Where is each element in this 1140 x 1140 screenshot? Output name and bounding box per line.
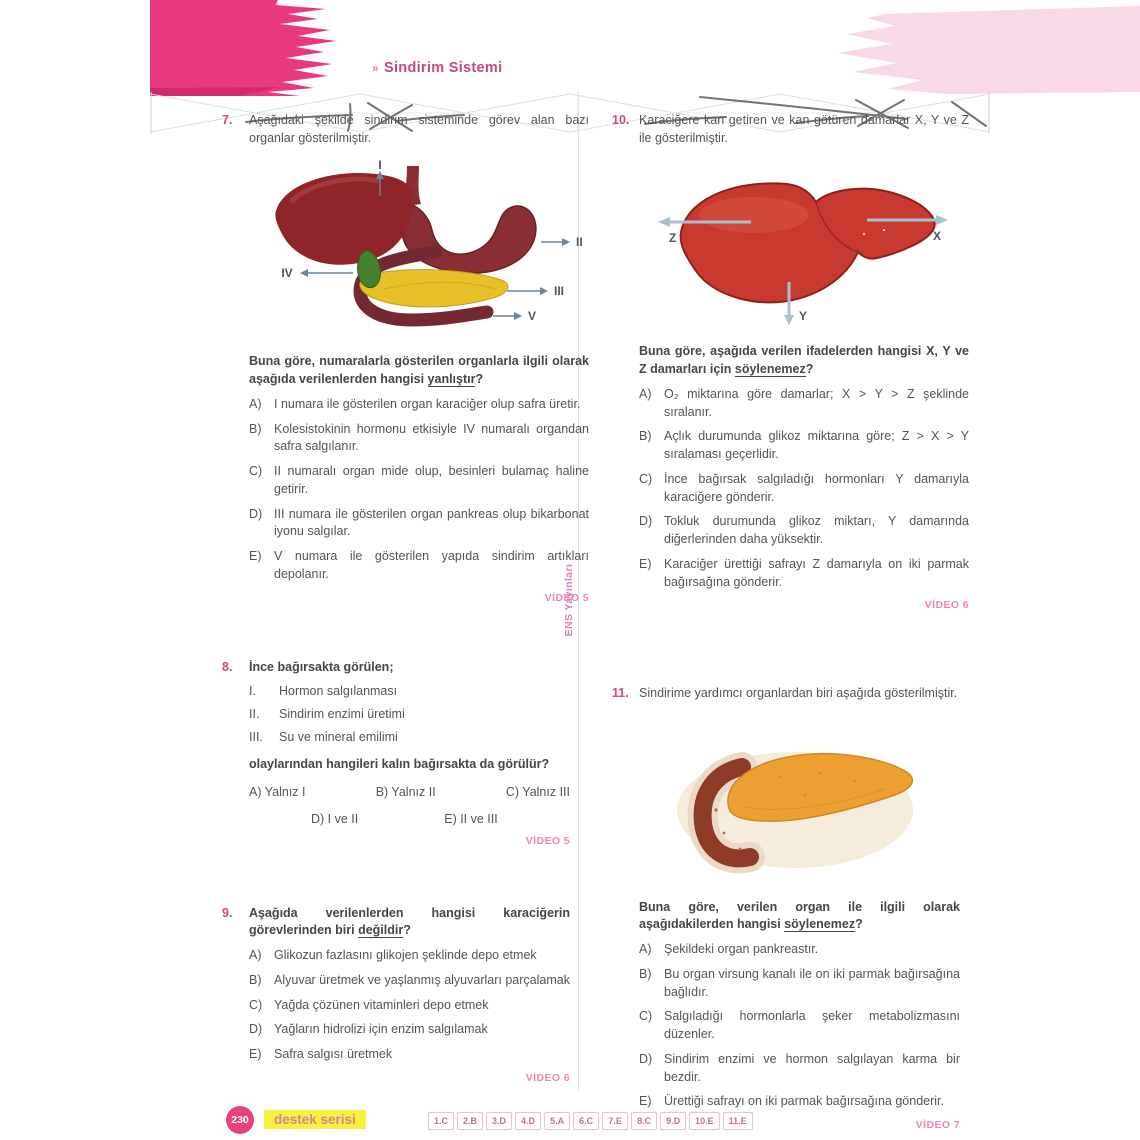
title-marker: »: [372, 61, 379, 75]
question-intro: Sindirime yardımcı organlardan biri aşağıda gösterilmiştir.: [639, 686, 958, 701]
svg-text:I: I: [378, 159, 382, 172]
option-b: B) Alyuvar üretmek ve yaşlanmış alyuvarları parçalamak: [249, 972, 570, 987]
option-d: D) III numara ile gösterilen organ pankreas olup bikarbonat iyonu salgılar.: [249, 506, 589, 539]
question-stem: olaylarından hangileri kalın bağırsakta da görülür?: [249, 757, 550, 772]
digestive-organs-diagram: [249, 160, 589, 344]
question-stem: Aşağıda verilenlerden hangisi karaciğerin görevlerinden biri değildir?: [249, 905, 570, 938]
video-ref: VİDEO 5: [544, 591, 589, 604]
option-e: E) Karaciğer ürettiği safrayı Z damarıyla on iki parmak bağırsağına gönderir.: [639, 556, 969, 589]
question-number: 10.: [612, 113, 630, 127]
option-d: D) Sindirim enzimi ve hormon salgılayan karma bir bezdir.: [639, 1051, 960, 1084]
answer-key-item: 5.A: [544, 1112, 570, 1130]
option-e: E) Ürettiği safrayı on iki parmak bağırsağına gönderir.: [639, 1094, 944, 1109]
option-a: A) O₂ miktarına göre damarlar; X > Y > Z şeklinde sıralanır.: [639, 386, 969, 419]
roman-item-1: I. Hormon salgılanması: [249, 684, 398, 699]
option-e: E) Safra salgısı üretmek: [249, 1047, 393, 1062]
option-a: A) Yalnız I: [249, 785, 306, 800]
question-10: [612, 112, 969, 613]
answer-key-item: 6.C: [573, 1112, 599, 1130]
question-number: 7.: [222, 113, 233, 127]
svg-text:X: X: [933, 228, 942, 243]
right-column: [612, 112, 969, 1133]
page-number-badge: 230: [226, 1106, 254, 1134]
page-title: [372, 60, 502, 76]
options-row-2: [249, 811, 570, 829]
option-a: A) I numara ile gösterilen organ karaciğer olup safra üretir.: [249, 396, 581, 411]
question-stem: Buna göre, aşağıda verilen ifadelerden hangisi X, Y ve Z damarları için söylenemez?: [639, 344, 969, 376]
answer-key-item: 4.D: [515, 1112, 541, 1130]
option-c: C) Yalnız III: [505, 785, 570, 800]
option-c: C) Salgıladığı hormonlarla şeker metabolizmasını düzenler.: [639, 1009, 960, 1042]
svg-text:V: V: [528, 308, 537, 323]
option-e: E) V numara ile gösterilen yapıda sindirim artıkları depolanır.: [249, 549, 589, 581]
options-row-1: [249, 784, 570, 802]
option-d: D) I ve II: [311, 811, 359, 826]
question-number: 9.: [222, 905, 233, 920]
question-number: 11.: [612, 686, 629, 701]
option-e: E) II ve III: [444, 811, 498, 826]
option-c: C) II numaralı organ mide olup, besinleri bulamaç haline getirir.: [249, 464, 589, 496]
question-8: [222, 659, 570, 848]
roman-item-3: III. Su ve mineral emilimi: [249, 729, 398, 744]
liver-shape: [275, 173, 413, 265]
answer-key-item: 1.C: [428, 1112, 454, 1130]
video-ref: VİDEO 6: [525, 1071, 570, 1084]
svg-text:IV: IV: [281, 265, 293, 280]
answer-key-item: 11.E: [723, 1112, 753, 1130]
svg-text:III: III: [554, 283, 565, 298]
question-number: 8.: [222, 660, 233, 675]
answer-key-item: 7.E: [602, 1112, 628, 1130]
pancreas-image: [639, 715, 960, 889]
answer-key-item: 3.D: [486, 1112, 512, 1130]
publisher-watermark: ENS Yayınları: [563, 563, 575, 637]
option-a: A) Glikozun fazlasını glikojen şeklinde depo etmek: [249, 948, 537, 963]
question-11: [612, 685, 960, 1133]
option-a: A) Şekildeki organ pankreastır.: [639, 942, 819, 957]
question-intro: Karaciğere kan getiren ve kan götüren damarlar X, Y ve Z ile gösterilmiştir.: [639, 113, 969, 145]
option-c: C) Yağda çözünen vitaminleri depo etmek: [249, 997, 489, 1012]
question-9: [222, 905, 570, 1086]
option-b: B) Kolesistokinin hormonu etkisiyle IV numaralı organdan safra salgılanır.: [249, 421, 589, 454]
option-b: B) Açlık durumunda glikoz miktarına göre; Z > X > Y sıralaması geçerlidir.: [639, 429, 969, 461]
svg-text:II: II: [576, 234, 583, 249]
brush-stroke-left: [150, 0, 342, 96]
question-stem: Buna göre, verilen organ ile ilgili olarak aşağıdakilerden hangisi söylenemez?: [639, 899, 960, 932]
title-text: Sindirim Sistemi: [383, 60, 503, 76]
roman-item-2: II. Sindirim enzimi üretimi: [249, 706, 405, 721]
question-intro: Aşağıdaki şekilde sindirim sisteminde görev alan bazı organlar gösterilmiştir.: [249, 113, 589, 145]
svg-text:Y: Y: [799, 308, 808, 323]
answer-key-item: 8.C: [631, 1112, 657, 1130]
answer-key-item: 10.E: [689, 1112, 720, 1130]
question-stem: Buna göre, numaralarla gösterilen organlarla ilgili olarak aşağıda verilenlerden hangisi yanlıştır?: [249, 354, 589, 386]
series-label: destek serisi: [264, 1110, 366, 1129]
left-column: [222, 112, 589, 1086]
stomach-shape: [401, 202, 536, 273]
liver-vessels-diagram: [639, 160, 969, 334]
option-b: B) Yalnız II: [375, 785, 436, 800]
option-d: D) Yağların hidrolizi için enzim salgılamak: [249, 1022, 488, 1037]
answer-key-item: 9.D: [660, 1112, 686, 1130]
brush-stroke-right: [795, 6, 1140, 98]
pancreas-shape: [360, 269, 508, 306]
answer-key: [428, 1112, 753, 1130]
answer-key-item: 2.B: [457, 1112, 483, 1130]
option-c: C) İnce bağırsak salgıladığı hormonları Y damarıyla karaciğere gönderir.: [639, 471, 969, 504]
svg-text:Z: Z: [669, 230, 677, 245]
video-ref: VİDEO 7: [915, 1119, 960, 1132]
video-ref: VİDEO 5: [525, 834, 570, 847]
option-b: B) Bu organ virsung kanalı ile on iki parmak bağırsağına bağlıdır.: [639, 966, 960, 999]
video-ref: VİDEO 6: [924, 599, 969, 612]
option-d: D) Tokluk durumunda glikoz miktarı, Y damarında diğerlerinden daha yüksektir.: [639, 514, 969, 546]
question-intro: İnce bağırsakta görülen;: [249, 660, 394, 675]
